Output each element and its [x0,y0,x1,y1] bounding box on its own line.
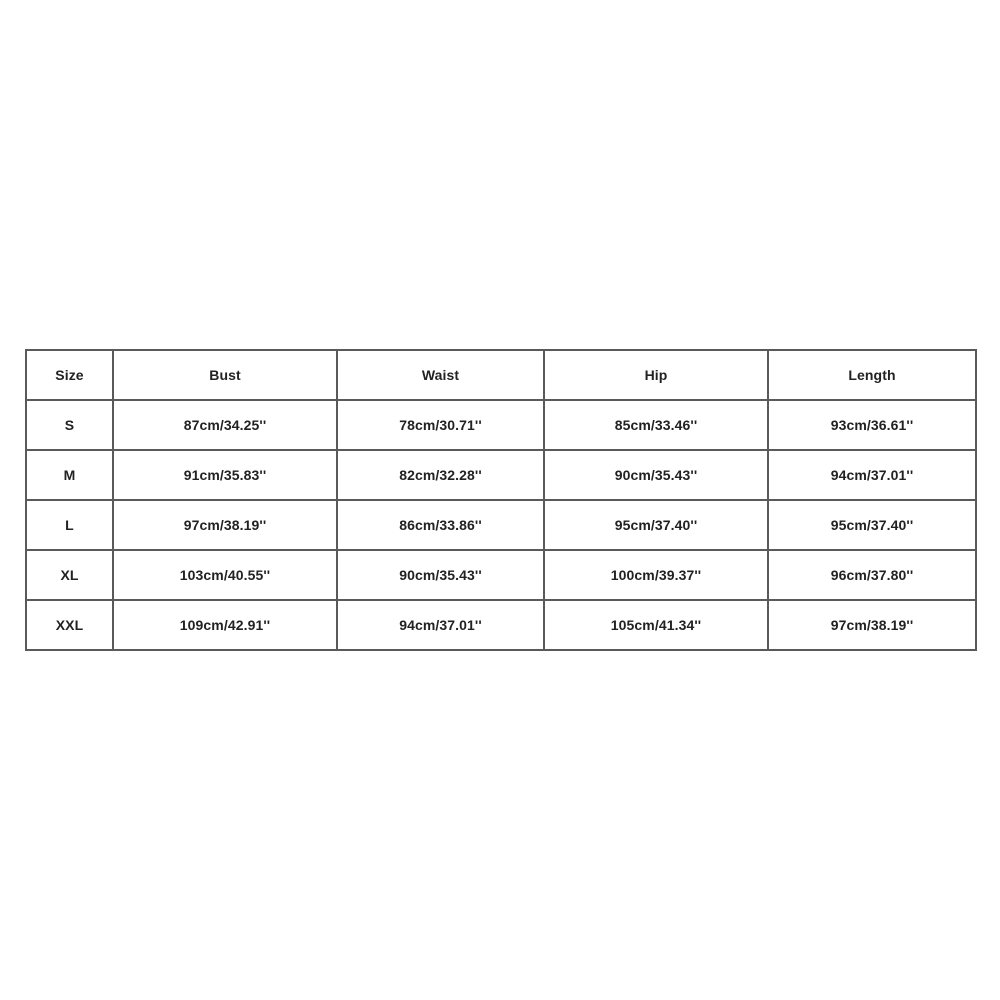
cell-hip: 85cm/33.46'' [544,400,768,450]
table-row [26,450,976,500]
table-header-row [26,350,976,400]
cell-size: S [26,400,113,450]
cell-waist: 78cm/30.71'' [337,400,544,450]
header-waist: Waist [337,350,544,400]
cell-size: XXL [26,600,113,650]
cell-length: 93cm/36.61'' [768,400,976,450]
cell-bust: 97cm/38.19'' [113,500,337,550]
cell-hip: 90cm/35.43'' [544,450,768,500]
table-row [26,500,976,550]
table-row [26,550,976,600]
cell-bust: 103cm/40.55'' [113,550,337,600]
cell-length: 97cm/38.19'' [768,600,976,650]
cell-waist: 82cm/32.28'' [337,450,544,500]
cell-size: L [26,500,113,550]
header-hip: Hip [544,350,768,400]
cell-bust: 91cm/35.83'' [113,450,337,500]
cell-waist: 86cm/33.86'' [337,500,544,550]
cell-hip: 95cm/37.40'' [544,500,768,550]
table-row [26,400,976,450]
cell-bust: 109cm/42.91'' [113,600,337,650]
cell-hip: 105cm/41.34'' [544,600,768,650]
header-bust: Bust [113,350,337,400]
cell-waist: 94cm/37.01'' [337,600,544,650]
cell-length: 96cm/37.80'' [768,550,976,600]
cell-size: M [26,450,113,500]
cell-size: XL [26,550,113,600]
cell-hip: 100cm/39.37'' [544,550,768,600]
cell-waist: 90cm/35.43'' [337,550,544,600]
cell-bust: 87cm/34.25'' [113,400,337,450]
cell-length: 95cm/37.40'' [768,500,976,550]
table-row [26,600,976,650]
header-size: Size [26,350,113,400]
size-chart-table [25,349,977,651]
header-length: Length [768,350,976,400]
cell-length: 94cm/37.01'' [768,450,976,500]
